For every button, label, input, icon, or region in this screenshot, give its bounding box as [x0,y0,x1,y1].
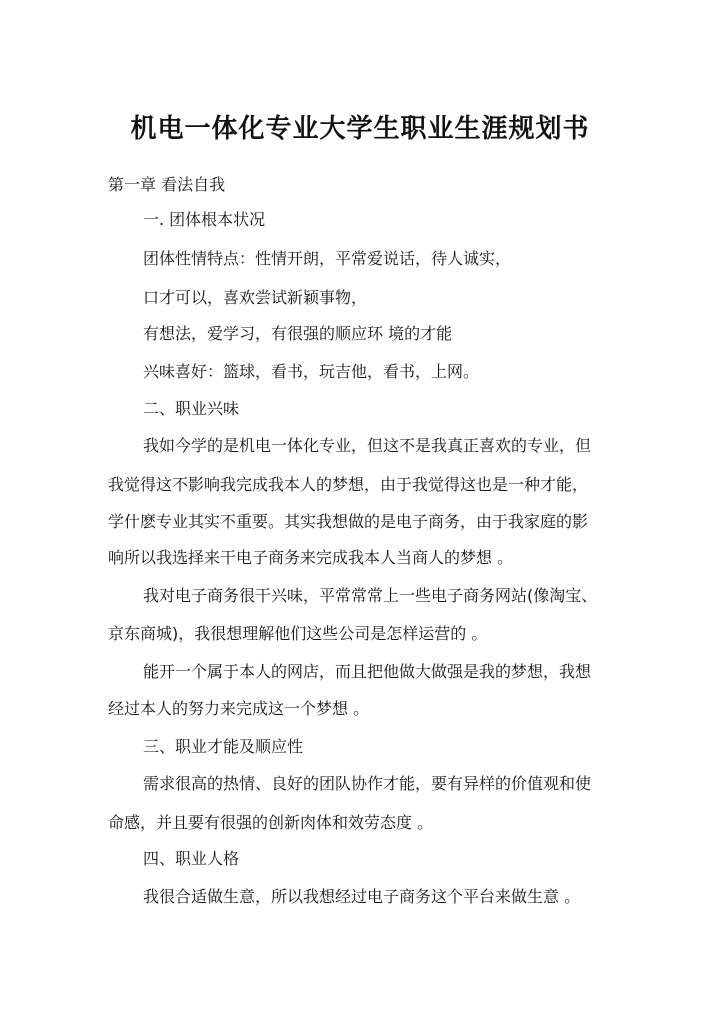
paragraph-line: 经过本人的努力来完成这一个梦想 。 [108,699,370,718]
paragraph-line: 我觉得这不影响我完成我本人的梦想，由于我觉得这也是一种才能， [108,475,589,494]
section-heading-4: 四、职业人格 [143,849,240,868]
section-heading-1: 一. 团体根本状况 [143,210,266,229]
paragraph-line: 我如今学的是机电一体化专业，但这不是我真正喜欢的专业，但 [143,436,592,455]
chapter-heading: 第一章 看法自我 [108,175,226,194]
paragraph-line: 我对电子商务很干兴味，平常常常上一些电子商务网站(像淘宝、 [143,586,598,605]
paragraph-line: 命感，并且要有很强的创新肉体和效劳态度 。 [108,813,434,832]
paragraph-line: 响所以我选择来干电子商务来完成我本人当商人的梦想 。 [108,548,514,567]
document-title: 机电一体化专业大学生职业生涯规划书 [130,114,590,144]
section-heading-2: 二、职业兴味 [143,399,240,418]
section-heading-3: 三、职业才能及顺应性 [143,737,304,756]
paragraph-line: 兴味喜好：篮球，看书，玩吉他，看书，上网。 [143,362,480,381]
paragraph-line: 需求很高的热情、良好的团队协作才能，要有异样的价值观和使 [143,774,592,793]
paragraph-line: 我很合适做生意，所以我想经过电子商务这个平台来做生意 。 [143,887,581,906]
paragraph-line: 学什麽专业其实不重要。其实我想做的是电子商务，由于我家庭的影 [108,512,589,531]
paragraph-line: 京东商城)，我很想理解他们这些公司是怎样运营的 。 [108,624,488,643]
paragraph-line: 团体性情特点：性情开朗，平常爱说话，待人诚实， [143,249,512,268]
paragraph-line: 口才可以，喜欢尝试新颖事物， [143,288,368,307]
paragraph-line: 能开一个属于本人的网店，而且把他做大做强是我的梦想，我想 [143,662,592,681]
paragraph-line: 有想法，爱学习，有很强的顺应环 境的才能 [143,324,453,343]
